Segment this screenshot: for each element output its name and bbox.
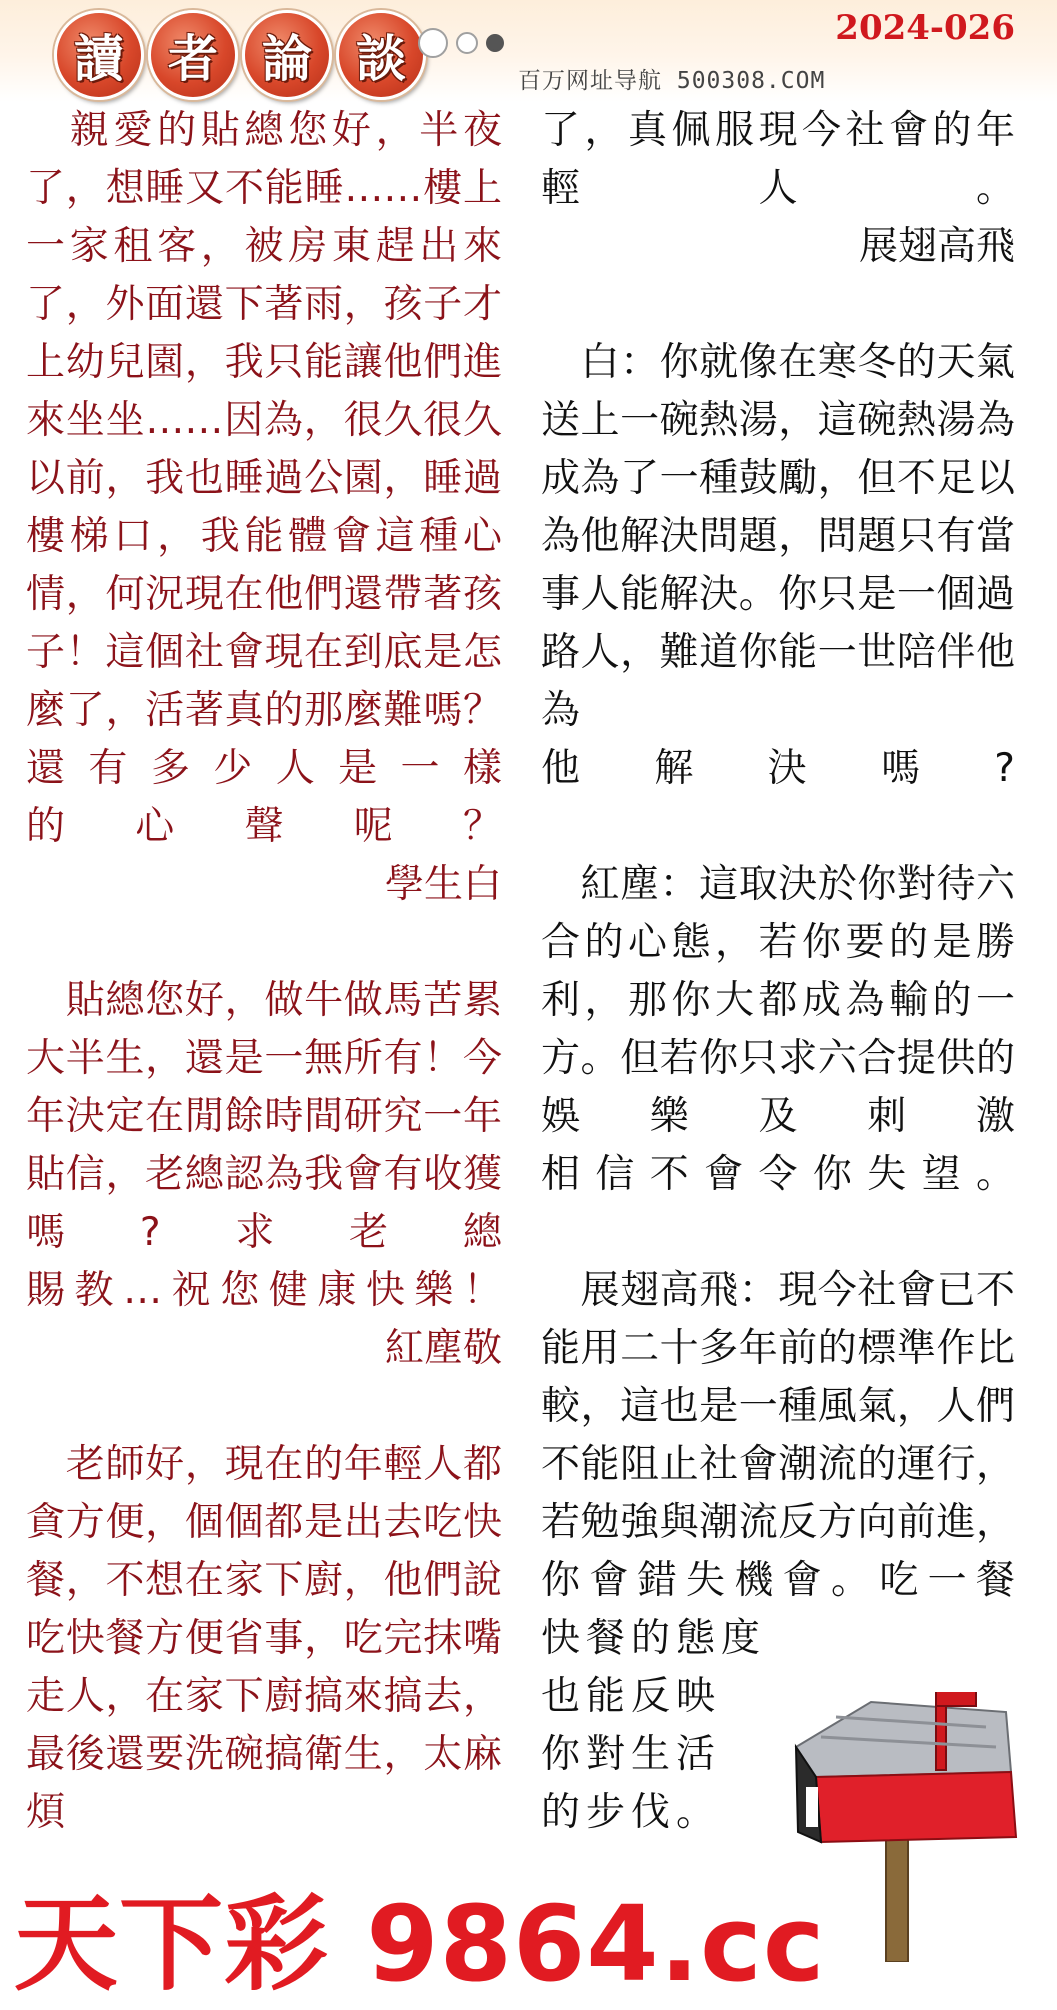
letter-signature: 展翅高飛 bbox=[858, 224, 1015, 269]
issue-number: 2024-026 bbox=[835, 8, 1015, 48]
reply-tail-line: 的步伐。 bbox=[541, 1790, 722, 1835]
reply-text: 白：你就像在寒冬的天氣送上一碗熱湯，這碗熱湯為成為了一種鼓勵，但不足以為他解決問題，問題只有當事人能解決。你只是一個過路人，難道你能一世陪伴他為 他解決嗎? bbox=[541, 334, 1015, 798]
title-char: 談 bbox=[356, 29, 406, 88]
reply-last-line: 你會錯失機會。吃一餐 bbox=[541, 1558, 1015, 1603]
letter-text: 親愛的貼總您好，半夜了，想睡又不能睡……樓上一家租客，被房東趕出來了，外面還下著雨，孩子才上幼兒園，我只能讓他們進來坐坐……因為，很久很久以前，我也睡過公園，睡過樓梯口，我能體會這種心情，何況現在他們還帶著孩子！這個社會現在到底是怎麼了，活著真的那麼難嗎？還有多少人是一樣 的心聲呢？ bbox=[26, 102, 502, 856]
title-char: 者 bbox=[168, 29, 218, 88]
reply-text: 展翅高飛：現今社會已不能用二十多年前的標準作比較，這也是一種風氣，人們不能阻止社會潮流的運行，若勉強與潮流反方向前進， 你會錯失機會。吃一餐 bbox=[541, 1262, 1015, 1610]
page-header bbox=[0, 0, 1057, 102]
right-column bbox=[541, 102, 1015, 1842]
column-title bbox=[54, 10, 426, 100]
reply-last-line: 他解決嗎? bbox=[541, 746, 1015, 791]
decorative-dots bbox=[418, 28, 504, 58]
title-char: 讀 bbox=[74, 29, 124, 88]
dot-icon bbox=[486, 34, 504, 52]
left-column bbox=[26, 102, 502, 1842]
title-badge bbox=[54, 10, 144, 100]
letter-last-line: 賜教…祝您健康快樂！ bbox=[26, 1268, 502, 1313]
letter-last-line: 輕人。 bbox=[541, 166, 1015, 211]
watermark: 天下彩 9864.cc bbox=[14, 1883, 826, 2005]
letter-last-line: 的心聲呢？ bbox=[26, 804, 502, 849]
letter-text: 老師好，現在的年輕人都貪方便，個個都是出去吃快餐，不想在家下廚，他們說吃快餐方便省事，吃完抹嘴走人，在家下廚搞來搞去，最後還要洗碗搞衛生，太麻煩 bbox=[26, 1442, 502, 1835]
title-badge bbox=[148, 10, 238, 100]
letter-text: 了，真佩服現今社會的年 輕人。 bbox=[541, 102, 1015, 218]
reply-last-line: 相信不會令你失望。 bbox=[541, 1152, 1015, 1197]
letter-signature: 紅塵敬 bbox=[384, 1326, 502, 1371]
title-badge bbox=[242, 10, 332, 100]
letter-text: 貼總您好，做牛做馬苦累大半生，還是一無所有！今年決定在閒餘時間研究一年貼信，老總認為我會有收獲嗎?求老總 賜教…祝您健康快樂！ bbox=[26, 972, 502, 1320]
title-char: 論 bbox=[262, 29, 312, 88]
nav-site-label: 百万网址导航 500308.COM bbox=[518, 68, 826, 94]
dot-icon bbox=[456, 32, 478, 54]
reply-tail-line: 你對生活 bbox=[541, 1732, 722, 1777]
letter-signature: 學生白 bbox=[384, 862, 502, 907]
reply-tail-line: 也能反映 bbox=[541, 1674, 722, 1719]
dot-icon bbox=[418, 28, 448, 58]
reply-tail-line: 快餐的態度 bbox=[541, 1616, 767, 1661]
reply-text: 紅塵：這取決於你對待六合的心態，若你要的是勝利，那你大都成為輸的一方。但若你只求六合提供的娛樂及刺激 相信不會令你失望。 bbox=[541, 856, 1015, 1204]
title-badge bbox=[336, 10, 426, 100]
